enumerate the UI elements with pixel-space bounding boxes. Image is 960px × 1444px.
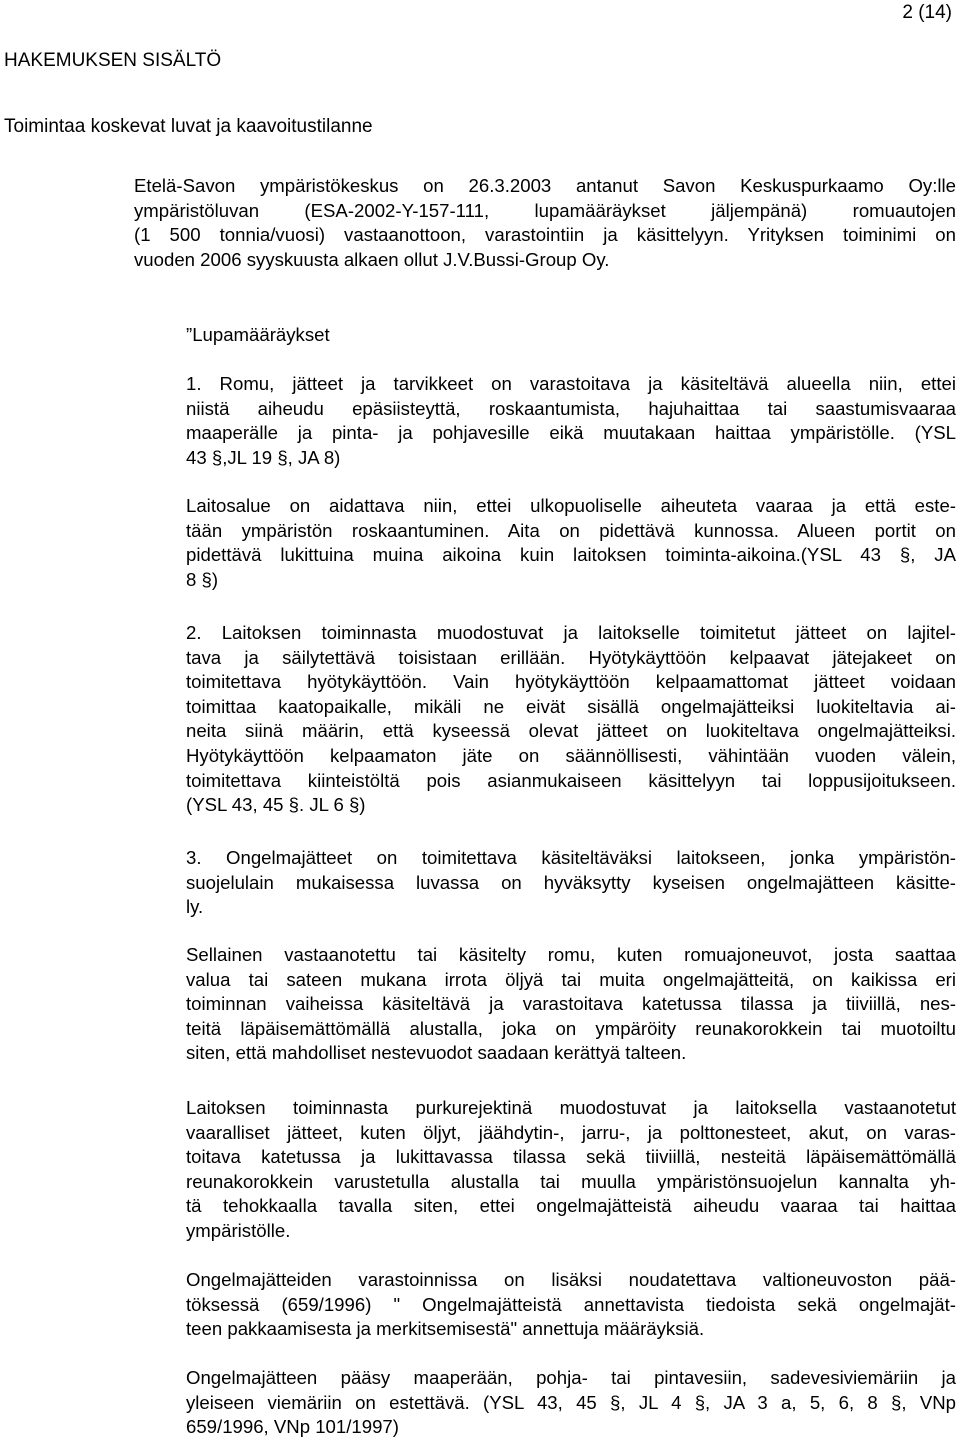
paragraph-line: toimitettava kiinteistöltä pois asianmukaiseen käsittelyyn tai loppusijoitukseen. [186,769,956,791]
paragraph-line: 1. Romu, jätteet ja tarvikkeet on varastoitava ja käsiteltävä alueella niin, ettei [186,373,956,394]
paragraph-line: suojelulain mukaisessa luvassa on hyväksytty kyseisen ongelmajätteen käsitte- [186,871,956,893]
condition-paragraph-2 [186,621,956,818]
paragraph-line: Ongelmajätteiden varastoinnissa on lisäksi noudatettava valtioneuvoston pää- [186,1269,956,1290]
paragraph-line: Ongelmajätteen pääsy maaperään, pohja- tai pintavesiin, sadevesiviemäriin ja [186,1367,956,1388]
paragraph-line: 3. Ongelmajätteet on toimitettava käsiteltäväksi laitokseen, jonka ympäristön- [186,847,956,868]
paragraph-line: vaaralliset jätteet, kuten öljyt, jäähdytin-, jarru-, ja polttonesteet, akut, on varas- [186,1121,956,1143]
intro-paragraph [134,174,956,272]
paragraph-line: valua tai sateen mukana irrota öljyä tai muita ongelmajätteitä, on kaikissa eri [186,968,956,990]
paragraph-line: pidettävä lukittuina muina aikoina kuin laitoksen toiminta-aikoina.(YSL 43 §, JA [186,544,956,566]
paragraph-line: yleiseen viemäriin on estettävä. (YSL 43, 45 §, JL 4 §, JA 3 a, 5, 6, 8 §, VNp [186,1391,956,1413]
page-number: 2 (14) [902,2,952,23]
paragraph-line: töksessä (659/1996) " Ongelmajätteistä annettavista tiedoista sekä ongelmajät- [186,1293,956,1315]
condition-paragraph-3d [186,1268,956,1342]
condition-paragraph-1b [186,494,956,592]
paragraph-line: toimittaa kaatopaikalle, mikäli ne eivät sisällä ongelmajätteiksi luokiteltavia ai- [186,695,956,717]
paragraph-line: 2. Laitoksen toiminnasta muodostuvat ja laitokselle toimitetut jätteet on lajitel- [186,622,956,643]
condition-paragraph-3b [186,943,956,1066]
section-heading: HAKEMUKSEN SISÄLTÖ [4,50,222,71]
paragraph-line: teitä läpäisemättömällä alustalla, joka on ympäröity reunakorokkein tai muotoiltu [186,1017,956,1039]
paragraph-line: reunakorokkein varustetulla alustalla tai muulla ympäristönsuojelun kannalta yh- [186,1170,956,1192]
section-subheading: Toimintaa koskevat luvat ja kaavoitustilanne [4,116,373,137]
intro-line: Etelä-Savon ympäristökeskus on 26.3.2003 antanut Savon Keskuspurkaamo Oy:lle [134,175,956,196]
paragraph-line: toiminnan vaiheissa käsiteltävä ja varastoitava katetussa tilassa ja tiiviillä, nes- [186,993,956,1015]
paragraph-line: 43 §,JL 19 §, JA 8) [186,446,341,468]
conditions-title: ”Lupamääräykset [186,324,330,345]
paragraph-line: niistä aiheudu epäsiisteyttä, roskaantumista, hajuhaittaa tai saastumisvaaraa [186,397,956,419]
paragraph-line: toitava katetussa ja lukittavassa tilassa sekä tiiviillä, nesteitä läpäisemättömällä [186,1146,956,1168]
paragraph-line: 659/1996, VNp 101/1997) [186,1416,399,1438]
condition-paragraph-3 [186,846,956,920]
paragraph-line: Hyötykäyttöön kelpaamaton jäte on säännöllisesti, vähintään vuoden välein, [186,744,956,766]
intro-line: (1 500 tonnia/vuosi) vastaanottoon, varastointiin ja käsittelyyn. Yrityksen toiminimi on [134,224,956,246]
paragraph-line: maaperälle ja pinta- ja pohjavesille eikä muutakaan haittaa ympäristölle. (YSL [186,422,956,444]
paragraph-line: tä tehokkaalla tavalla siten, ettei ongelmajätteistä aiheudu vaaraa tai haittaa [186,1195,956,1217]
paragraph-line: Laitosalue on aidattava niin, ettei ulkopuoliselle aiheuteta vaaraa ja että este- [186,495,956,516]
paragraph-line: ympäristölle. [186,1219,291,1241]
paragraph-line: siten, että mahdolliset nestevuodot saadaan kerättyä talteen. [186,1042,687,1064]
paragraph-line: tava ja säilytettävä toisistaan erillään. Hyötykäyttöön kelpaavat jätejakeet on [186,646,956,668]
paragraph-line: tään ympäristön roskaantuminen. Aita on pidettävä kunnossa. Alueen portit on [186,519,956,541]
paragraph-line: neita siinä määrin, että kyseessä olevat jätteet on luokiteltava ongelmajätteiksi. [186,720,956,742]
paragraph-line: Laitoksen toiminnasta purkurejektinä muodostuvat ja laitoksella vastaanotetut [186,1097,956,1118]
intro-line: vuoden 2006 syyskuusta alkaen ollut J.V.Bussi-Group Oy. [134,248,610,270]
paragraph-line: toimitettava hyötykäyttöön. Vain hyötykäyttöön kelpaamattomat jätteet voidaan [186,671,956,693]
condition-paragraph-3e [186,1366,956,1440]
paragraph-line: (YSL 43, 45 §. JL 6 §) [186,794,366,816]
condition-paragraph-1 [186,372,956,470]
intro-line: ympäristöluvan (ESA-2002-Y-157-111, lupamääräykset jäljempänä) romuautojen [134,199,956,221]
paragraph-line: teen pakkaamisesta ja merkitsemisestä" annettuja määräyksiä. [186,1318,705,1340]
condition-paragraph-3c [186,1096,956,1244]
paragraph-line: 8 §) [186,568,219,590]
paragraph-line: ly. [186,896,204,918]
paragraph-line: Sellainen vastaanotettu tai käsitelty romu, kuten romuajoneuvot, josta saattaa [186,944,956,965]
